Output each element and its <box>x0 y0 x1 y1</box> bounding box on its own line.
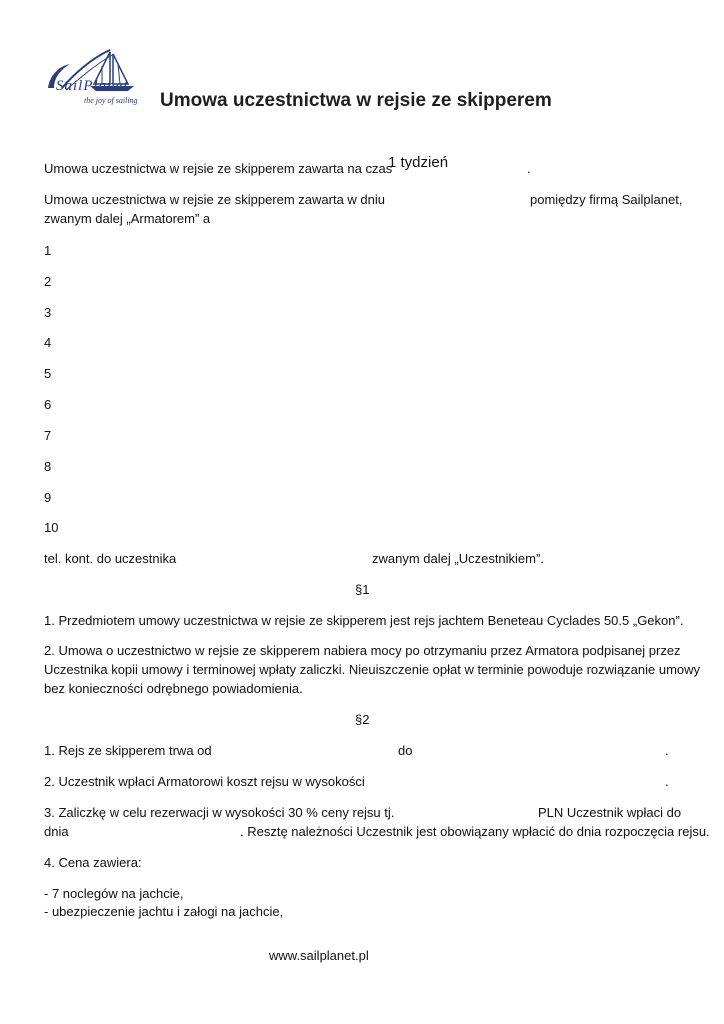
participant-number: 10 <box>44 520 59 535</box>
intro-line1: Umowa uczestnictwa w rejsie ze skipperem zawarta na czas <box>44 161 393 176</box>
section2-p4: 4. Cena zawiera: <box>44 855 142 870</box>
section2-p3-line2b: . Resztę należności Uczestnik jest obowiązany wpłacić do dnia rozpoczęcia rejsu. <box>240 824 710 839</box>
logo-tagline: the joy of sailing <box>84 96 138 105</box>
section1-paragraph1: 1. Przedmiotem umowy uczestnictwa w rejsie ze skipperem jest rejs jachtem Beneteau Cyclades 50.5 „Gekon”. <box>44 613 684 628</box>
section2-heading: §2 <box>355 712 370 727</box>
section2-p1-to: do <box>398 743 413 758</box>
participant-number: 6 <box>44 397 52 412</box>
section2-p1: 1. Rejs ze skipperem trwa od <box>44 743 212 758</box>
participant-number: 3 <box>44 305 52 320</box>
participant-number: 9 <box>44 490 52 505</box>
section2-p2-dot: . <box>665 774 669 789</box>
intro-line2: Umowa uczestnictwa w rejsie ze skipperem zawarta w dniu <box>44 192 386 207</box>
section2-p3: 3. Zaliczkę w celu rezerwacji w wysokości 30 % ceny rejsu tj. <box>44 805 395 820</box>
section1-paragraph2-line: Uczestnika kopii umowy i terminowej wpłaty zaliczki. Nieuiszczenie opłat w terminie powoduje rozwiązanie umowy <box>44 662 701 677</box>
participant-number: 7 <box>44 428 52 443</box>
includes-item: - 7 noclegów na jachcie, <box>44 886 184 901</box>
participant-number: 5 <box>44 366 52 381</box>
includes-item: - ubezpieczenie jachtu i załogi na jachcie, <box>44 904 284 919</box>
footer-url[interactable]: www.sailplanet.pl <box>269 948 369 963</box>
section1-paragraph2-line: 2. Umowa o uczestnictwo w rejsie ze skipperem nabiera mocy po otrzymaniu przez Armatora podpisanej przez <box>44 643 681 658</box>
contact-suffix: zwanym dalej „Uczestnikiem”. <box>372 551 544 566</box>
section2-p2: 2. Uczestnik wpłaci Armatorowi koszt rejsu w wysokości <box>44 774 365 789</box>
logo-brand: SailPlanet <box>56 78 129 94</box>
contact-label: tel. kont. do uczestnika <box>44 551 177 566</box>
section2-p3-pln: PLN Uczestnik wpłaci do <box>538 805 682 820</box>
duration-field[interactable]: 1 tydzień <box>388 154 449 171</box>
participant-number: 8 <box>44 459 52 474</box>
sailplanet-logo <box>44 44 148 110</box>
participant-number: 4 <box>44 335 52 350</box>
intro-line2-company: pomiędzy firmą Sailplanet, <box>530 192 683 207</box>
participant-number: 1 <box>44 243 52 258</box>
section2-p3-line2a: dnia <box>44 824 69 839</box>
intro-line1-dot: . <box>527 161 531 176</box>
section1-heading: §1 <box>355 582 370 597</box>
intro-line2-cont: zwanym dalej „Armatorem” a <box>44 211 211 226</box>
participant-number: 2 <box>44 274 52 289</box>
page-title: Umowa uczestnictwa w rejsie ze skipperem <box>160 90 552 111</box>
section2-p1-dot: . <box>665 743 669 758</box>
section1-paragraph2-line: bez konieczności odrębnego powiadomienia. <box>44 681 303 696</box>
